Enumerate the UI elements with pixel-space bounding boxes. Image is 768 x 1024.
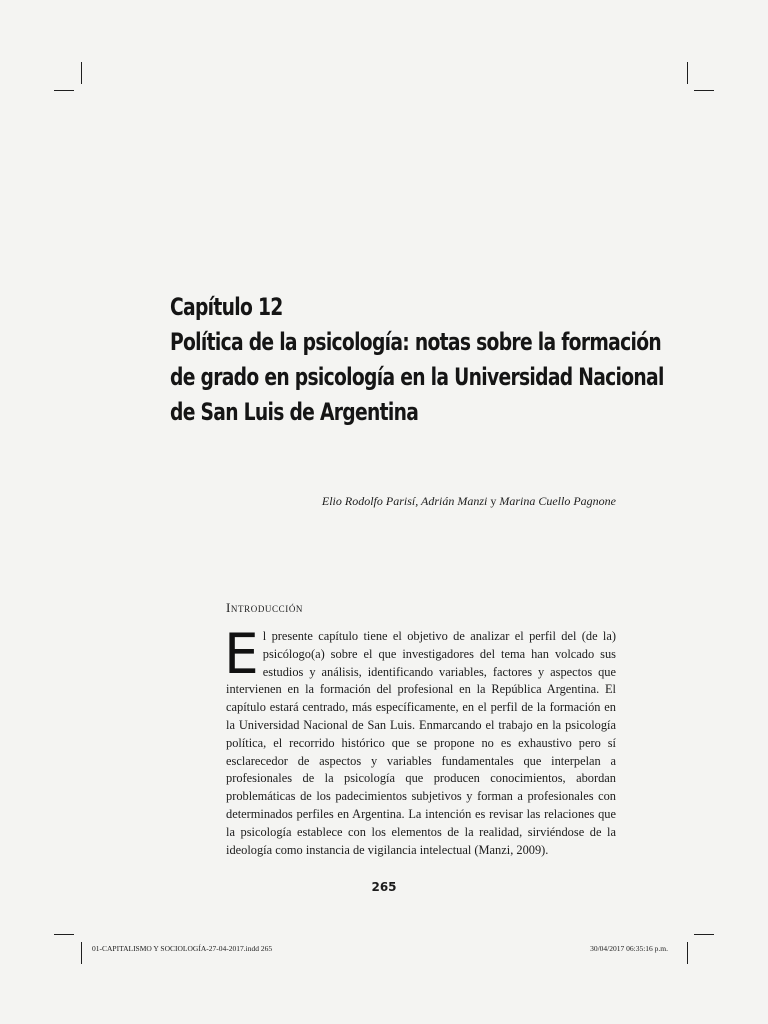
crop-mark-bottom-right-v [687,942,688,964]
intro-paragraph [224,622,616,859]
authors-first: Elio Rodolfo Parisí, Adrián Manzi [321,494,488,508]
crop-mark-bottom-left-h [54,934,74,935]
chapter-title-line: Política de la psicología: notas sobre la formación [170,328,661,356]
slug-file: 01-CAPITALISMO Y SOCIOLOGÍA-27-04-2017.indd 265 [92,944,273,953]
crop-mark-top-left-v [81,62,82,84]
slug-timestamp: 30/04/2017 06:35:16 p.m. [590,944,668,953]
page-number: 265 [371,880,397,894]
section-heading: Introducción [226,600,304,615]
crop-mark-top-left-h [54,90,74,91]
chapter-title-line: de San Luis de Argentina [170,398,419,426]
authors-line [322,494,616,509]
crop-mark-bottom-left-v [81,942,82,964]
authors-conjunction: y [490,494,497,508]
chapter-title-line: de grado en psicología en la Universidad Nacional [170,363,664,391]
chapter-label: Capítulo 12 [170,293,283,321]
drop-cap: E [224,622,259,686]
crop-mark-top-right-h [694,90,714,91]
crop-mark-top-right-v [687,62,688,84]
authors-last: Marina Cuello Pagnone [499,494,616,508]
paragraph-text: l presente capítulo tiene el objetivo de analizar el perfil del (de la) psicólogo(a) sobre el que investigadores del tema han volcado sus estudios y análisis, identificando variables, factores y aspectos que intervienen en la formación del profesional en la República Argentina. El capítulo estará centrado, más específicamente, en el perfil de la formación en la Universidad Nacional de San Luis. Enmarcando el trabajo en la psicología política, el recorrido histórico que se propone no es exhaustivo pero sí esclarecedor de aspectos y variables fundamentales que interpelan a profesionales de la psicología que producen conocimientos, abordan problemáticas de los padecimientos subjetivos y forman a profesionales con determinados perfiles en Argentina. La intención es revisar las relaciones que la psicología establece con los elementos de la realidad, sirviéndose de la ideología como instancia de vigilancia intelectual (Manzi, 2009). [226,629,616,857]
chapter-heading [170,290,664,430]
crop-mark-bottom-right-h [694,934,714,935]
